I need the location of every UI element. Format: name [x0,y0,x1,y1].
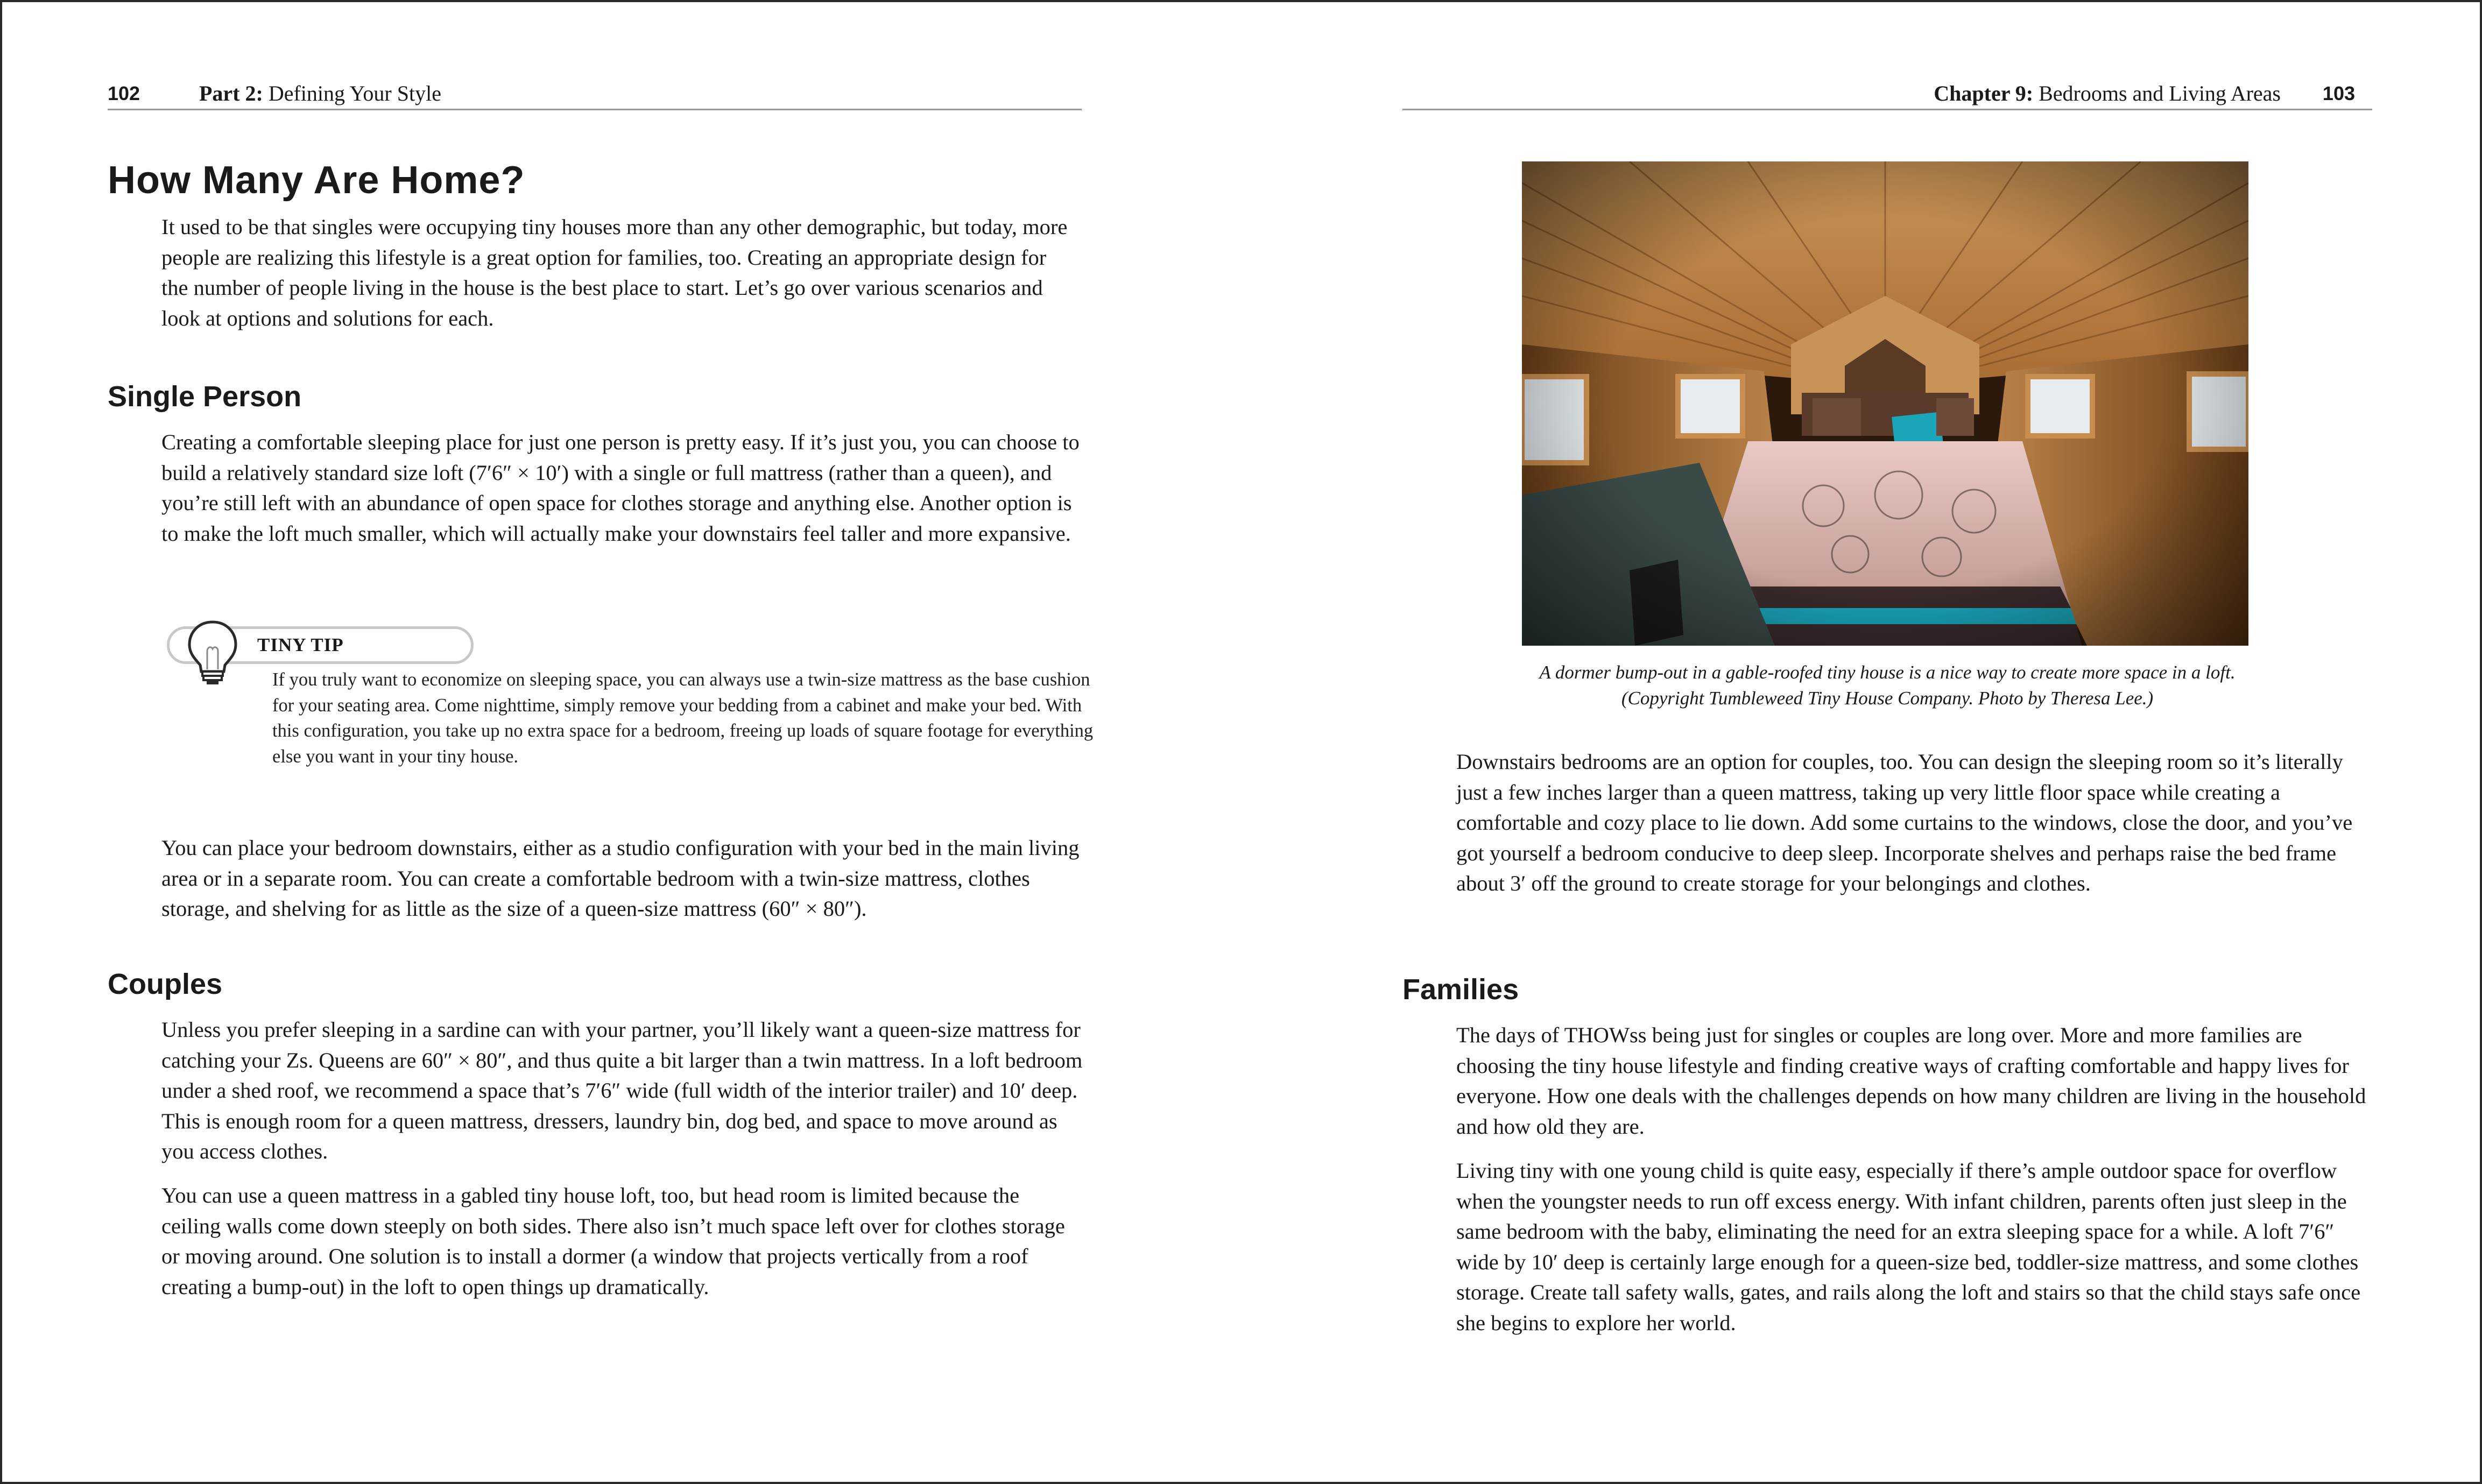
section-heading: How Many Are Home? [108,159,525,202]
chapter-title: Bedrooms and Living Areas [2039,81,2281,105]
page-number: 102 [108,82,140,104]
running-head-label [1934,79,2281,109]
subheading-single-person: Single Person [108,380,302,413]
caption-line-2: (Copyright Tumbleweed Tiny House Company. Photo by Theresa Lee.) [1621,688,2154,709]
subheading-families: Families [1402,973,1519,1006]
families-paragraph-1: The days of THOWss being just for singles or couples are long over. More and more families are choosing the tiny house lifestyle and finding creative ways of crafting comfortable and happy lives for everyone. How one deals with the challenges depends on how many children are living in the household and how old they are. [1456,1023,2366,1139]
part-title: Defining Your Style [268,81,441,105]
subheading-couples: Couples [108,968,223,1000]
tip-body: If you truly want to economize on sleeping space, you can always use a twin-size mattress as the base cushion for your seating area. Come nighttime, simply remove your bedding from a cabinet and make your bed. With this configuration, you take up no extra space for a bedroom, freeing up loads of square footage for everything else you want in your tiny house. [272,669,1094,767]
bedroom-loft-photo [1522,161,2248,646]
right-page [1402,0,2372,1484]
downstairs-couples-paragraph: Downstairs bedrooms are an option for couples, too. You can design the sleeping room so it’s literally just a few inches larger than a queen mattress, taking up very little floor space while creating a comfortable and cozy place to lie down. Add some curtains to the windows, close the door, and you’ve got yourself a bedroom conducive to deep sleep. Incorporate shelves and perhaps raise the bed frame about 3′ off the ground to create storage for your belongings and clothes. [1456,750,2353,895]
running-head-label [199,79,441,109]
downstairs-single-paragraph: You can place your bedroom downstairs, either as a studio configuration with your bed in the main living area or in a separate room. You can create a comfortable bedroom with a twin-size mattress, clothes storage, and shelving for as little as the size of a queen-size mattress (60″ × 80″). [161,836,1080,921]
chapter-label: Chapter 9: [1934,81,2034,105]
left-page [108,0,1094,1484]
caption-line-1: A dormer bump-out in a gable-roofed tiny house is a nice way to create more space in a loft. [1539,662,2236,683]
tip-label: TINY TIP [257,634,344,655]
couples-paragraph-2: You can use a queen mattress in a gabled tiny house loft, too, but head room is limited because the ceiling walls come down steeply on both sides. There also isn’t much space left over for clothes storage or moving around. One solution is to install a dormer (a window that projects vertically from a roof creating a bump-out) in the loft to open things up dramatically. [161,1183,1065,1299]
families-paragraph-2: Living tiny with one young child is quite easy, especially if there’s ample outdoor space for overflow when the youngster needs to run off excess energy. With infant children, parents often just sleep in the same bedroom with the baby, eliminating the need for an extra sleeping space for a while. A loft 7′6″ wide by 10′ deep is certainly large enough for a queen-size bed, toddler-size mattress, and some clothes storage. Create tall safety walls, gates, and rails along the loft and stairs so that the child stays safe once she begins to explore her world. [1456,1158,2361,1335]
running-head-left [108,79,1082,110]
lightbulb-icon [183,618,242,688]
photo-caption [1402,660,2372,711]
running-head-right [1402,79,2372,110]
single-person-paragraph: Creating a comfortable sleeping place for just one person is pretty easy. If it’s just you, you can choose to build a relatively standard size loft (7′6″ × 10′) with a single or full mattress (rather than a queen), and you’re still left with an abundance of open space for clothes storage and anything else. Another option is to make the loft much smaller, which will actually make your downstairs feel taller and more expansive. [161,430,1080,546]
part-label: Part 2: [199,81,263,105]
couples-paragraph-1: Unless you prefer sleeping in a sardine can with your partner, you’ll likely want a queen-size mattress for catching your Zs. Queens are 60″ × 80″, and thus quite a bit larger than a twin mattress. In a loft bedroom under a shed roof, we recommend a space that’s 7′6″ wide (full width of the interior trailer) and 10′ deep. This is enough room for a queen mattress, dressers, laundry bin, dog bed, and space to move around as you access clothes. [161,1017,1083,1163]
intro-paragraph: It used to be that singles were occupying tiny houses more than any other demographic, but today, more people are realizing this lifestyle is a great option for families, too. Creating an appropriate design for the number of people living in the house is the best place to start. Let’s go over various scenarios and look at options and solutions for each. [161,215,1068,330]
page-number: 103 [2322,82,2355,104]
